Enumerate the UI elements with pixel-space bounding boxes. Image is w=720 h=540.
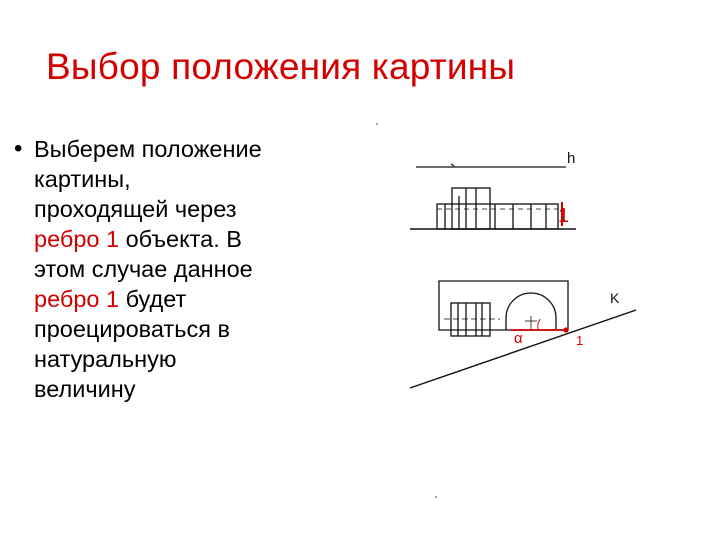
horizon-tick bbox=[451, 164, 454, 166]
label-edge-1-bottom: 1 bbox=[576, 333, 584, 348]
bullet-line: проходящей через bbox=[34, 196, 237, 222]
bullet-marker: • bbox=[14, 135, 23, 162]
bullet-line: Выберем положение bbox=[34, 136, 262, 162]
stray-dot bbox=[435, 496, 437, 498]
edge-1-highlight: ребро 1 bbox=[34, 286, 120, 312]
bullet-line: проецироваться в bbox=[34, 316, 230, 342]
plan-block bbox=[451, 303, 490, 336]
bullet-line: картины, bbox=[34, 166, 131, 192]
edge-1-point bbox=[563, 327, 568, 332]
stray-dot bbox=[376, 123, 378, 125]
slide-title: Выбор положения картины bbox=[46, 46, 516, 87]
plan-view bbox=[439, 281, 569, 336]
bullet-line: этом случае данное bbox=[34, 256, 253, 282]
label-h: h bbox=[567, 150, 576, 167]
label-k: K bbox=[610, 290, 620, 306]
raised-part bbox=[452, 188, 490, 229]
bullet-line-rest: объекта. В bbox=[119, 226, 242, 252]
bullet-line: величину bbox=[34, 376, 136, 402]
base-block bbox=[437, 204, 558, 229]
label-alpha: α bbox=[514, 330, 523, 347]
label-edge-1-top: 1 bbox=[558, 205, 570, 227]
bullet-line: натуральную bbox=[34, 346, 177, 372]
picture-plane-trace bbox=[410, 310, 636, 388]
bullet-line-rest: будет bbox=[119, 286, 187, 312]
edge-1-highlight: ребро 1 bbox=[34, 226, 120, 252]
alpha-arc bbox=[538, 319, 540, 330]
front-view bbox=[410, 188, 576, 229]
